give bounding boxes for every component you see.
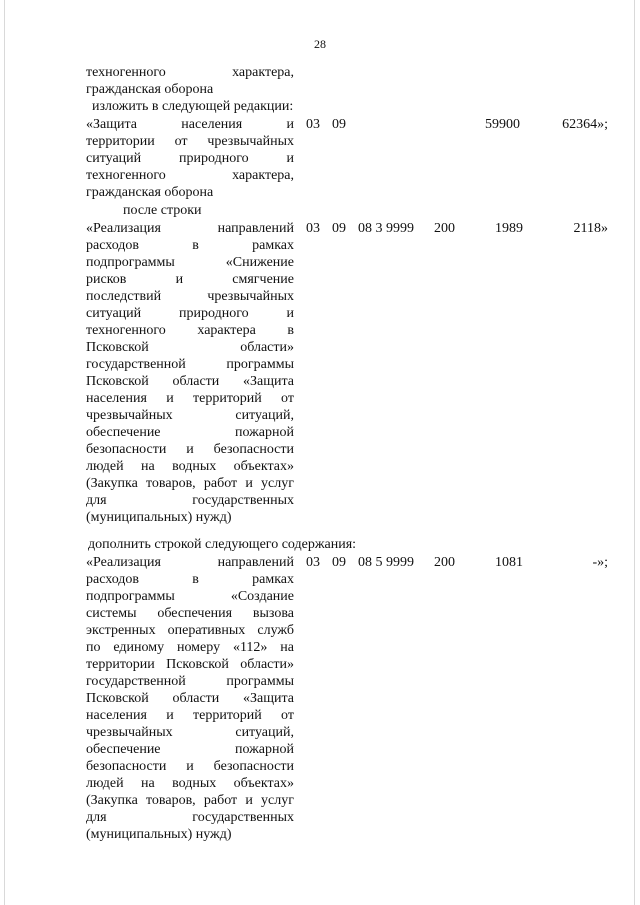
- text-line: для государственных: [86, 810, 294, 825]
- text-line: людей на водных объектах»: [86, 776, 294, 791]
- text-line: ситуаций природного и: [86, 306, 294, 321]
- text-line: безопасности и безопасности: [86, 759, 294, 774]
- text-line: (Закупка товаров, работ и услуг: [86, 476, 294, 491]
- text-line: экстренных оперативных служб: [86, 623, 294, 638]
- text-line: безопасности и безопасности: [86, 442, 294, 457]
- text-line: ситуаций природного и: [86, 151, 294, 166]
- razdel-cell: 03: [306, 117, 320, 132]
- text-line: последствий чрезвычайных: [86, 289, 294, 304]
- text-line: Псковской области «Защита: [86, 374, 294, 389]
- text-line: людей на водных объектах»: [86, 459, 294, 474]
- text-line: Псковской области «Защита: [86, 691, 294, 706]
- scan-edge-left: [4, 0, 5, 905]
- instruction-text: после строки: [123, 203, 202, 218]
- text-line: «Реализация направлений: [86, 221, 294, 236]
- instruction-text: дополнить строкой следующего содержания:: [88, 537, 357, 552]
- text-line: обеспечение пожарной: [86, 425, 294, 440]
- text-line: населения и территорий от: [86, 391, 294, 406]
- sum-2015-cell: 1081: [495, 555, 523, 570]
- text-line: «Защита населения и: [86, 117, 294, 132]
- text-line: техногенного характера,: [86, 168, 294, 183]
- text-line: по единому номеру «112» на: [86, 640, 294, 655]
- text-line: населения и территорий от: [86, 708, 294, 723]
- text-line: (Закупка товаров, работ и услуг: [86, 793, 294, 808]
- text-line: территории от чрезвычайных: [86, 134, 294, 149]
- text-line: обеспечение пожарной: [86, 742, 294, 757]
- sum-2015-cell: 1989: [495, 221, 523, 236]
- text-line: Псковской области»: [86, 340, 294, 355]
- text-line: системы обеспечения вызова: [86, 606, 294, 621]
- text-line: государственной программы: [86, 674, 294, 689]
- scan-edge-right: [634, 0, 635, 905]
- sum-2015-cell: 59900: [485, 117, 520, 132]
- razdel-cell: 03: [306, 221, 320, 236]
- sum-2016-cell: 2118»: [573, 221, 608, 236]
- text-line: территории Псковской области»: [86, 657, 294, 672]
- text-line: для государственных: [86, 493, 294, 508]
- expense-type-cell: 200: [434, 221, 455, 236]
- sum-2016-cell: -»;: [592, 555, 608, 570]
- text-line: (муниципальных) нужд): [86, 827, 232, 842]
- text-line: чрезвычайных ситуаций,: [86, 725, 294, 740]
- text-line: подпрограммы «Снижение: [86, 255, 294, 270]
- instruction-text: изложить в следующей редакции:: [92, 99, 294, 114]
- target-article-cell: 08 3 9999: [358, 221, 414, 236]
- text-line: техногенного характера,: [86, 65, 294, 80]
- sum-2016-cell: 62364»;: [562, 117, 608, 132]
- podrazdel-cell: 09: [332, 117, 346, 132]
- expense-type-cell: 200: [434, 555, 455, 570]
- text-line: техногенного характера в: [86, 323, 294, 338]
- text-line: гражданская оборона: [86, 185, 214, 200]
- text-line: чрезвычайных ситуаций,: [86, 408, 294, 423]
- podrazdel-cell: 09: [332, 555, 346, 570]
- text-line: «Реализация направлений: [86, 555, 294, 570]
- razdel-cell: 03: [306, 555, 320, 570]
- text-line: расходов в рамках: [86, 238, 294, 253]
- text-line: рисков и смягчение: [86, 272, 294, 287]
- podrazdel-cell: 09: [332, 221, 346, 236]
- page-number: 28: [314, 37, 326, 51]
- text-line: расходов в рамках: [86, 572, 294, 587]
- text-line: гражданская оборона: [86, 82, 214, 97]
- text-line: государственной программы: [86, 357, 294, 372]
- text-line: (муниципальных) нужд): [86, 510, 232, 525]
- target-article-cell: 08 5 9999: [358, 555, 414, 570]
- text-line: подпрограммы «Создание: [86, 589, 294, 604]
